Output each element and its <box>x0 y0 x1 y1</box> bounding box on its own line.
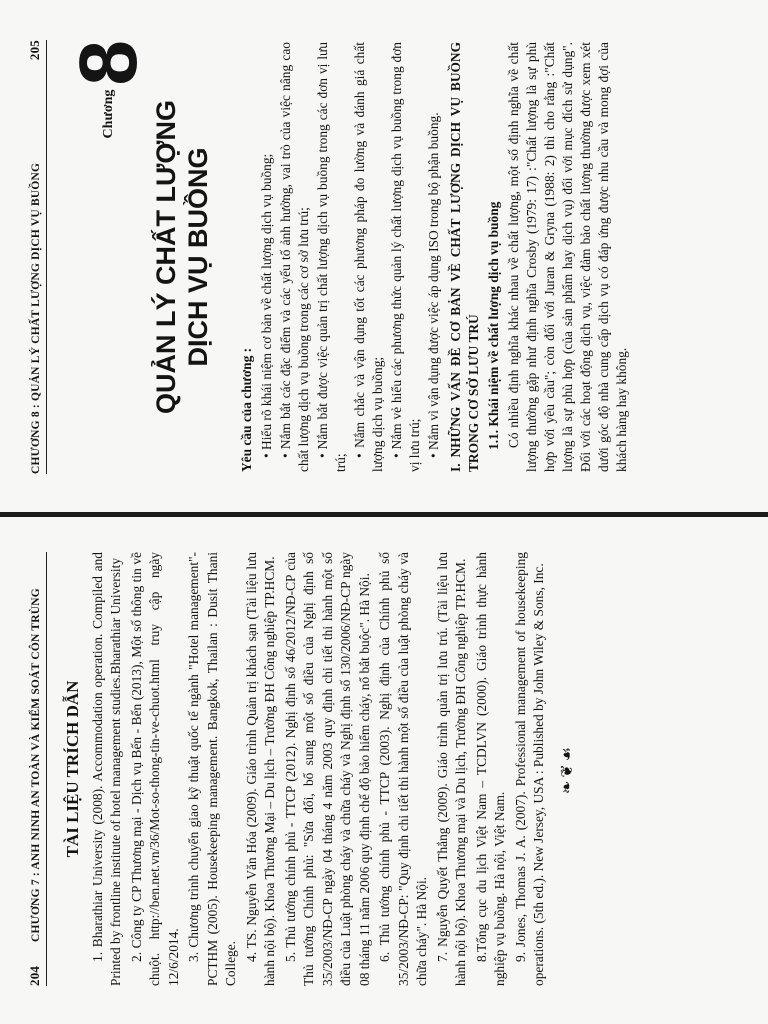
requirement-item: • Nắm chắc và vận dụng tốt các phương pháp đo lường và đánh giá chất lượng dịch vụ buồng; <box>352 42 385 472</box>
reference-item: 5. Thủ tướng chính phủ - TTCP (2012). Nghị định số 46/2012/NĐ-CP của Thủ tướng Chính phủ: "Sửa đổi, bổ sung một số điều của Nghị định số 35/2003/NĐ-CP ngày 04 tháng 4 năm 2003 quy định chi tiết thi hành một số điều của Luật phòng cháy và chữa cháy và Nghị định số 130/2006/NĐ-CP ngày 08 tháng 11 năm 2006 quy định chế độ bảo hiểm cháy, nổ bắt buộc". Hà Nội. <box>282 552 372 986</box>
left-running-head <box>24 552 47 986</box>
right-page-number: 205 <box>27 40 42 61</box>
right-running-head-text: CHƯƠNG 8 : QUẢN LÝ CHẤT LƯỢNG DỊCH VỤ BUỒNG <box>30 162 42 474</box>
subsection-heading: 1.1. Khái niệm về chất lượng dịch vụ buồng <box>486 201 501 450</box>
chapter-word: Chương <box>101 89 116 139</box>
chapter-body <box>238 42 631 472</box>
left-running-head-text: CHƯƠNG 7 : ANH NINH AN TOÀN VÀ KIỂM SOÁT CÔN TRÙNG <box>30 588 42 942</box>
requirement-item: • Nắm bắt các đặc điểm và các yếu tố ảnh hưởng, vai trò của việc nâng cao chất lượng dịch vụ buồng trong các cơ sở lưu trú; <box>278 42 311 472</box>
reference-item: 3. Chương trình chuyển giao kỹ thuật quốc tế ngành "Hotel management"- PCTHM (2005). Housekeeping management. Bangkok, Thailan : Dusit Thani College. <box>186 552 238 986</box>
left-page-number: 204 <box>27 965 42 986</box>
ornament-icon: ❧❦☙ <box>558 743 576 795</box>
chapter-number: 8 <box>63 40 154 86</box>
reference-item: 9. Jones, Thomas J. A. (2007). Professional management of housekeeping operations. (5th ed.). New Jersey, USA : Published by John Wiley & Sons, Inc. <box>512 552 546 986</box>
chapter-title <box>150 42 214 472</box>
left-page <box>0 512 768 1024</box>
reference-item: 6. Thủ tướng chính phủ - TTCP (2003). Nghị định của Chính phủ số 35/2003/NĐ-CP: "Quy định chi tiết thi hành một số điều của luật phòng cháy và chữa cháy". Hà Nội. <box>377 552 429 986</box>
requirement-item: • Nắm bắt được việc quản trị chất lượng dịch vụ buồng trong các đơn vị lưu trú; <box>315 42 348 472</box>
reference-item: 4. TS. Nguyễn Văn Hóa (2009). Giáo trình Quản trị khách sạn (Tài liệu lưu hành nội bộ). Khoa Thương Mại – Du lịch – Trường ĐH Công nghiệp TP.HCM. <box>243 552 277 986</box>
chapter-title-line: QUẢN LÝ CHẤT LƯỢNG <box>151 100 181 414</box>
body-paragraph: Có nhiều định nghĩa khác nhau về chất lượng, một số định nghĩa về chất lượng thường gặp như định nghĩa Crosby (1979: 17) :"Chất lượng là sự phù hợp với yêu cầu"; còn đối với Juran & Gryna (1988: 2) thì cho rằng :"Chất lượng là sự phù hợp (của sản phẩm hay dịch vụ) đối với mục đích sử dụng". Đối với các hoạt động dịch vụ, việc đảm bảo chất lượng thường được xem xét dưới góc độ nhà cung cấp dịch vụ có đáp ứng được nhu cầu và mong đợi của khách hàng hay không. <box>506 42 629 472</box>
requirements-title: Yêu cầu của chương : <box>239 347 254 472</box>
reference-item: 2. Công ty CP Thương mại - Dịch vụ Bến - Bến (2013), Một số thông tin về chuột. http://ben.net.vn/36/Mot-so-thong-tin-ve-chuot.html truy cập ngày 12/6/2014. <box>128 552 181 986</box>
chapter-title-line: DỊCH VỤ BUỒNG <box>183 147 213 367</box>
references-block <box>60 552 577 986</box>
chapter-marker <box>63 40 154 139</box>
requirement-item: • Nắm vẻ hiểu các phương thức quản lý chất lượng dịch vụ buồng trong đơn vị lưu trú; <box>389 42 422 472</box>
section-heading: I. NHỮNG VẤN ĐỀ CƠ BẢN VỀ CHẤT LƯỢNG DỊCH VỤ BUỒNG TRONG CƠ SỞ LƯU TRÚ <box>448 42 481 472</box>
references-title: TÀI LIỆU TRÍCH DẪN <box>63 680 82 858</box>
right-running-head <box>24 40 47 474</box>
reference-item: 7. Nguyễn Quyết Thắng (2009). Giáo trình quản trị lưu trú. (Tài liệu lưu hành nội bộ). Khoa Thương mại và Du lịch, Trường ĐH Công nghiệp TP.HCM. <box>434 552 468 986</box>
requirement-item: • Hiểu rõ khái niệm cơ bản về chất lượng dịch vụ buồng; <box>259 153 274 458</box>
requirement-item: • Nắm vì vận dụng được việc áp dụng ISO trong bộ phận buồng. <box>426 112 441 458</box>
reference-item: 8.Tổng cục du lịch Việt Nam – TCDLVN (2000). Giáo trình thực hành nghiệp vụ buồng. Hà nội, Việt Nam. <box>473 552 507 986</box>
reference-item: 1. Bharathiar University (2008). Accommodation operation. Compiled and Printed by frontline institute of hotel management studies.Bharathiar University <box>89 552 123 986</box>
